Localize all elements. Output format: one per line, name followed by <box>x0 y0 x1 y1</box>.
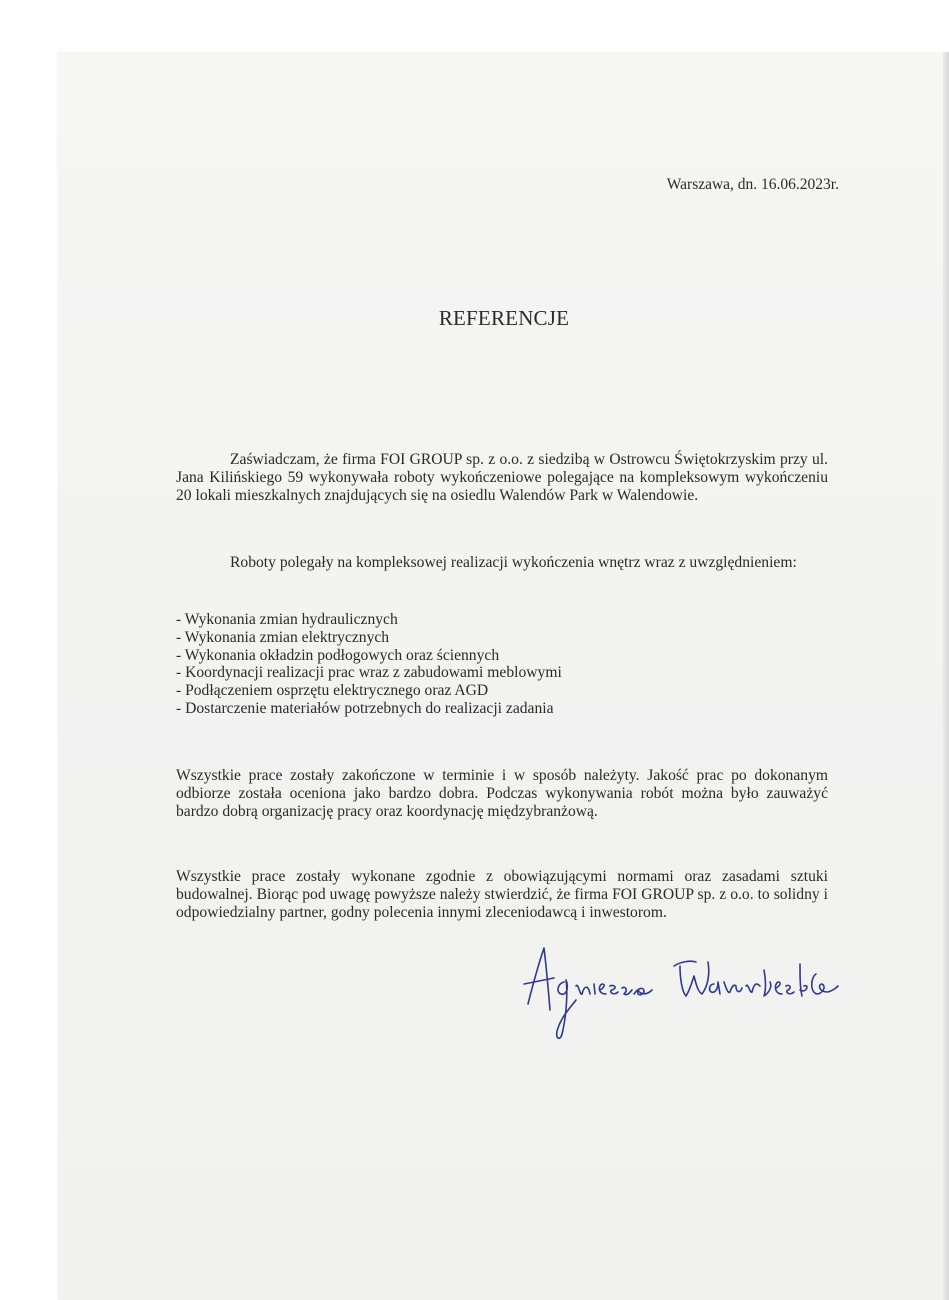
paragraph-recommendation: Wszystkie prace zostały wykonane zgodnie z obowiązującymi normami oraz zasadami sztuki budowalnej. Biorąc pod uwagę powyższe należy stwierdzić, że firma FOI GROUP sp. z o.o. to solidny i odpowiedzialny partner, godny polecenia innymi zleceniodawcą i inwestorom. <box>176 868 828 921</box>
paragraph-scope <box>176 554 828 572</box>
paragraph-scope-text: Roboty polegały na kompleksowej realizacji wykończenia wnętrz wraz z uwzględnieniem: <box>230 554 797 571</box>
list-item: - Wykonania zmian elektrycznych <box>176 628 390 646</box>
scope-list <box>176 611 562 718</box>
document-title: REFERENCJE <box>438 306 570 330</box>
list-item: - Podłączeniem osprzętu elektrycznego oraz AGD <box>176 682 489 700</box>
list-item: - Koordynacji realizacji prac wraz z zabudowami meblowymi <box>176 664 562 682</box>
paragraph-quality: Wszystkie prace zostały zakończone w terminie i w sposób należyty. Jakość prac po dokonanym odbiorze została oceniona jako bardzo dobra. Podczas wykonywania robót można było zauważyć bardzo dobrą organizację pracy oraz koordynację międzybranżową. <box>176 767 828 820</box>
handwritten-signature <box>520 938 840 1048</box>
paragraph-intro-text: Zaświadczam, że firma FOI GROUP sp. z o.o. z siedzibą w Ostrowcu Świętokrzyskim przy ul. Jana Kilińskiego 59 wykonywała roboty wykończeniowe polegające na kompleksowym wykończeniu 20 lokali mieszkalnych znajdujących się na osiedlu Walendów Park w Walendowie. <box>176 451 828 504</box>
list-item: - Wykonania zmian hydraulicznych <box>176 611 398 628</box>
date-line: Warszawa, dn. 16.06.2023r. <box>666 176 839 193</box>
list-item: - Wykonania okładzin podłogowych oraz ściennych <box>176 646 500 664</box>
paragraph-intro <box>176 451 828 505</box>
list-item: - Dostarczenie materiałów potrzebnych do realizacji zadania <box>176 699 554 717</box>
paper-edge <box>943 52 949 1300</box>
